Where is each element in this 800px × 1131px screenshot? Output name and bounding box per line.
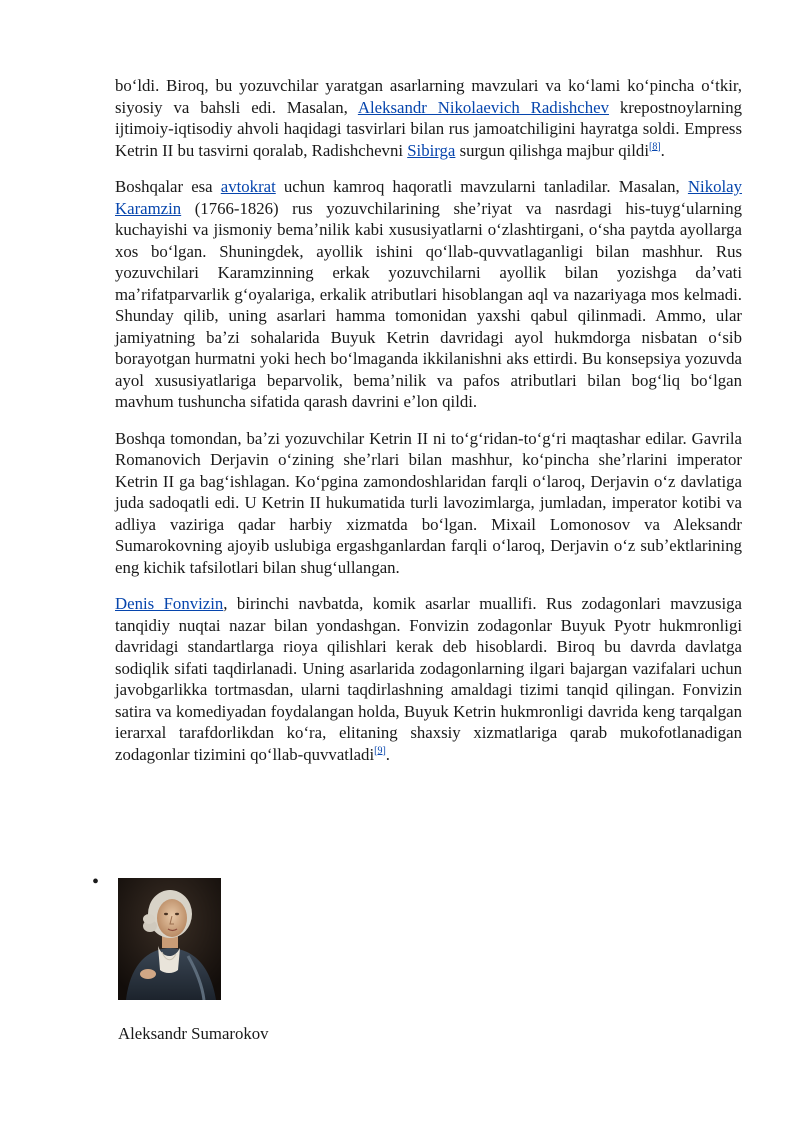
inline-link[interactable]: Denis Fonvizin: [115, 594, 224, 613]
citation-superscript: [374, 745, 386, 756]
citation-superscript: [649, 141, 661, 152]
paragraph-radishchev: [115, 75, 742, 161]
text-run: boʻldi. Biroq, bu yozuvchilar yaratgan asarlarning mavzulari va koʻlami koʻpincha oʻtkir, siyosiy va bahsli edi. Masalan,: [115, 76, 742, 117]
text-run: surgun qilishga majbur qildi: [455, 140, 649, 160]
text-run: Boshqalar esa: [115, 177, 221, 196]
citation-link[interactable]: [9]: [374, 744, 386, 756]
text-run: , birinchi navbatda, komik asarlar muallifi. Rus zodagonlari mavzusiga tanqidiy nuqtai nazar bilan yondashgan. Fonvizin zodagonlar Buyuk Pyotr hukmronligi davridagi standartlarga rioya qilishlari kerak deb hisoblardi. Biroq bu davrda davlatga sodiqlik sifati taqdirlanadi. Uning asarlarida zodagonlarning ilgari bajargan vazifalari uchun javobgarlikka tortmasdan, ularni taqdirlashning amaldagi tizimi tanqid qilingan. Fonvizin satira va komediyadan foydalangan holda, Buyuk Ketrin hukmronligi davrida keng tarqalgan ierarxal tarafdorlikdan koʻra, elitaning shaxsiy xizmatlariga qarab mukofotlanadigan zodagonlar tizimini qoʻllab-quvvatladi: [115, 594, 742, 764]
inline-link[interactable]: Sibirga: [407, 140, 456, 160]
text-run: Boshqa tomondan, baʼzi yozuvchilar Ketrin II ni toʻgʻridan-toʻgʻri maqtashar edilar. Gavrila Romanovich Derjavin oʻzining sheʼrlari bilan mashhur, koʻpincha sheʼrlarini imperator Ketrin II ga bagʻishlagan. Koʻpgina zamondoshlaridan farqli oʻlaroq, Derjavin oʻz davlatiga juda sadoqatli edi. U Ketrin II hukumatida turli lavozimlarga, jumladan, imperator kotibi va adliya vaziriga qadar harbiy xizmatda boʻlgan. Mixail Lomonosov va Aleksandr Sumarokovning ajoyib uslubiga ergashganlardan farqli oʻlaroq, Derjavin oʻz subʼektlarining eng kichik tafsilotlari bilan shugʻullangan.: [115, 428, 742, 577]
sumarokov-portrait-image[interactable]: [118, 878, 221, 1000]
text-run: (1766-1826) rus yozuvchilarining sheʼriyat va nasrdagi his-tuygʻularning kuchayishi va jismoniy bemaʼnilik kabi xususiyatlarni oʻzlashtirgani, oʻsha paytda ayollarga xos boʻlgan. Shuningdek, ayollik ishini qoʻllab-quvvatlaganligi bilan mashhur. Rus yozuvchilari Karamzinning erkak yozuvchilarni ayollik bilan yozishga daʼvati maʼrifatparvarlik gʻoyalariga, erkalik atributlari hisoblangan aql va nazariyaga mos kelmadi. Shunday qilib, uning asarlari hamma tomonidan yaxshi qabul qilinmadi. Ammo, ular jamiyatning baʼzi sohalarida Buyuk Ketrin davridagi ayol hukmdorga nisbatan oʻsib borayotgan hurmatni yoki hech boʻlmaganda ikkilanishni aks ettirdi. Bu konsepsiya yozuvda ayol xususiyatlariga beparvolik, bemaʼnilik va pafos atributlari bilan bogʻliq boʻlgan mavhum tushuncha sifatida qarash davrini eʼlon qildi.: [115, 198, 742, 411]
paragraph-karamzin: [115, 176, 742, 413]
article-body: [115, 75, 742, 780]
inline-link[interactable]: Aleksandr Nikolaevich Radishchev: [357, 97, 609, 117]
text-run: .: [385, 744, 390, 764]
list-bullet: •: [92, 871, 100, 893]
inline-link[interactable]: avtokrat: [220, 177, 276, 196]
citation-link[interactable]: [8]: [649, 140, 661, 152]
portrait-painting: [118, 878, 221, 1000]
paragraph-derjavin: [115, 428, 742, 579]
paragraph-fonvizin: [115, 593, 742, 765]
text-run: uchun kamroq haqoratli mavzularni tanladilar. Masalan,: [275, 177, 688, 196]
text-run: krepostnoylarning ijtimoiy-iqtisodiy ahvoli haqidagi tasvirlari bilan rus jamoatchiligini hayratga soldi. Empress Ketrin II bu tasvirni qoralab, Radishchevni: [115, 97, 742, 160]
text-run: .: [660, 140, 665, 160]
inline-link[interactable]: Nikolay Karamzin: [115, 177, 742, 218]
figure-caption: Aleksandr Sumarokov: [118, 1024, 269, 1043]
